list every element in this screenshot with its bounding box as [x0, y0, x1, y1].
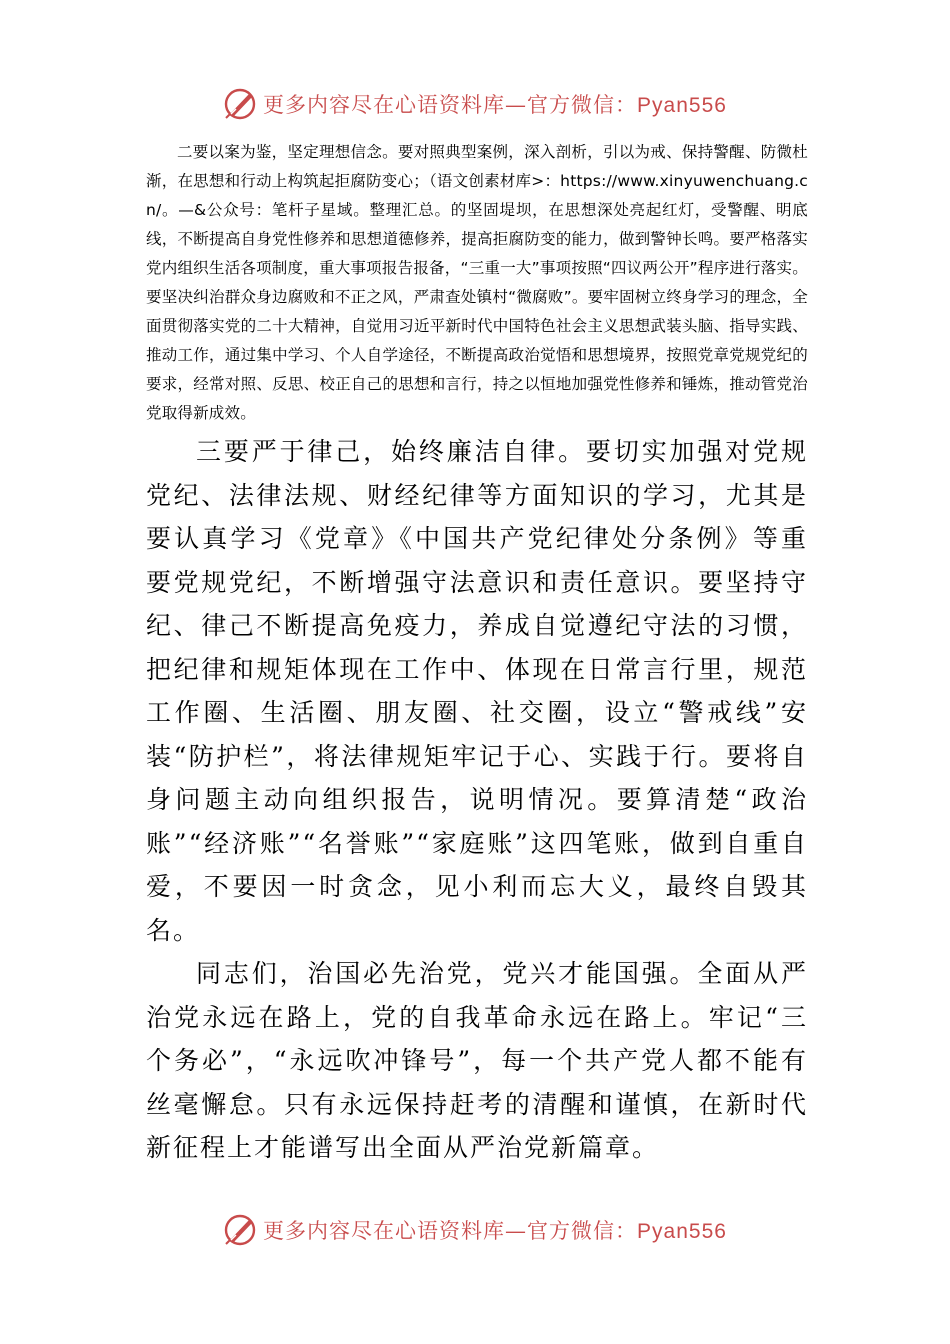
paragraph-second-point: 二要以案为鉴，坚定理想信念。要对照典型案例，深入剖析，引以为戒、保持警醒、防微杜渐，在思想和行动上构筑起拒腐防变心；（语文创素材库>：https://www.xinyuwenchuang.cn/。—&公众号：笔杆子星域。整理汇总。的坚固堤坝，在思想深处亮起红灯，受警醒、明底线，不断提高自身党性修养和思想道德修养，提高拒腐防变的能力，做到警钟长鸣。要严格落实党内组织生活各项制度，重大事项报告报备，“三重一大”事项按照“四议两公开”程序进行落实。要坚决纠治群众身边腐败和不正之风，严肃查处镇村“微腐败”。要牢固树立终身学习的理念，全面贯彻落实党的二十大精神，自觉用习近平新时代中国特色社会主义思想武装头脑、指导实践、推动工作，通过集中学习、个人自学途径，不断提高政治觉悟和思想境界，按照党章党规党纪的要求，经常对照、反思、校正自己的思想和言行，持之以恒地加强党性修养和锤炼，推动管党治党取得新成效。	[146, 143, 808, 422]
footer-banner-wechat: Pyan556	[637, 1220, 727, 1243]
header-banner-main: 更多内容尽在心语资料库—官方微信：	[263, 93, 638, 117]
quill-pen-logo-icon	[223, 87, 257, 121]
header-banner	[0, 84, 950, 124]
footer-banner	[0, 1210, 950, 1250]
document-body	[146, 138, 808, 1170]
paragraph-conclusion: 同志们，治国必先治党，党兴才能国强。全面从严治党永远在路上，党的自我革命永远在路上。牢记“三个务必”，“永远吹冲锋号”，每一个共产党人都不能有丝毫懈怠。只有永远保持赶考的清醒和谨慎，在新时代新征程上才能谱写出全面从严治党新篇章。	[146, 959, 808, 1162]
header-banner-content	[223, 87, 727, 121]
footer-banner-content	[223, 1213, 727, 1247]
quill-pen-logo-icon	[223, 1213, 257, 1247]
footer-banner-text	[263, 1215, 727, 1245]
footer-banner-main: 更多内容尽在心语资料库—官方微信：	[263, 1219, 638, 1243]
paragraph-third-point: 三要严于律己，始终廉洁自律。要切实加强对党规党纪、法律法规、财经纪律等方面知识的学习，尤其是要认真学习《党章》《中国共产党纪律处分条例》等重要党规党纪，不断增强守法意识和责任意识。要坚持守纪、律己不断提高免疫力，养成自觉遵纪守法的习惯，把纪律和规矩体现在工作中、体现在日常言行里，规范工作圈、生活圈、朋友圈、社交圈，设立“警戒线”安装“防护栏”，将法律规矩牢记于心、实践于行。要将自身问题主动向组织报告，说明情况。要算清楚“政治账”“经济账”“名誉账”“家庭账”这四笔账，做到自重自爱，不要因一时贪念，见小利而忘大义，最终自毁其名。	[146, 437, 808, 945]
header-banner-wechat: Pyan556	[637, 94, 727, 117]
header-banner-text	[263, 89, 727, 119]
